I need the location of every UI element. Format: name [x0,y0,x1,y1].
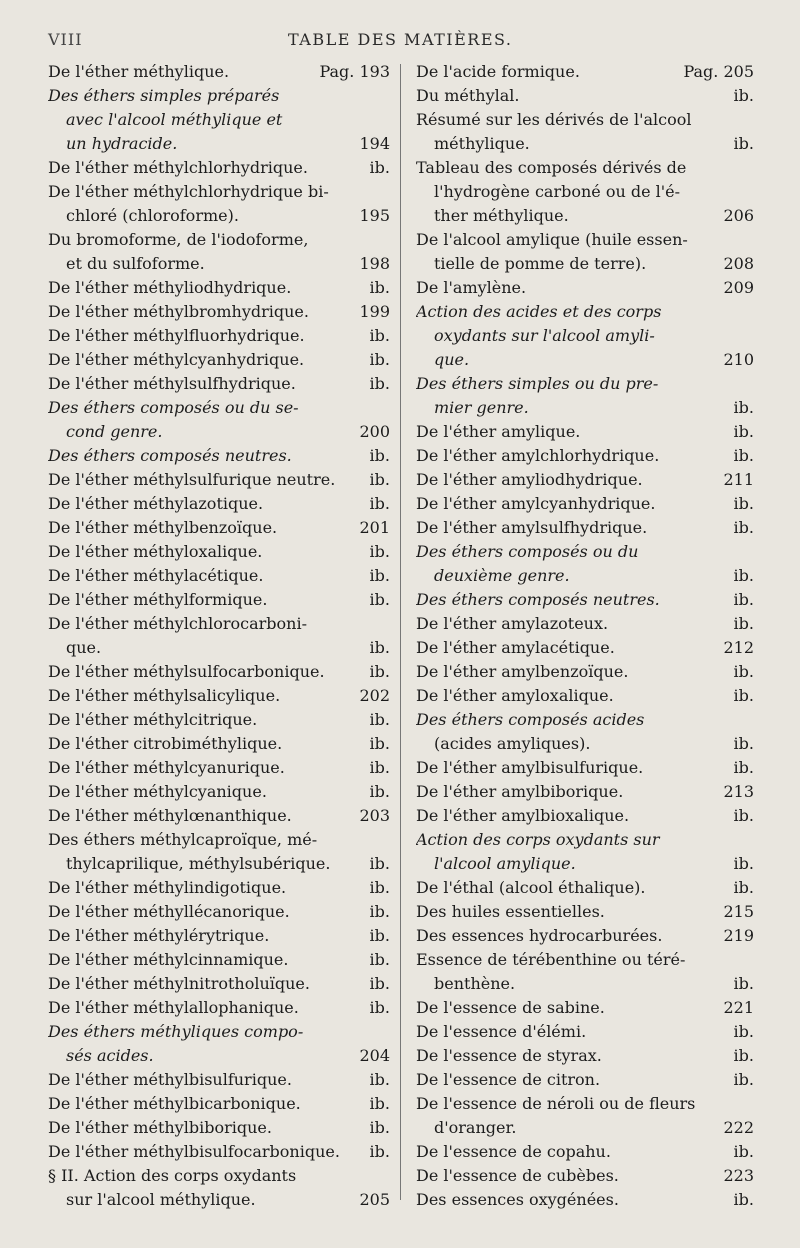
toc-entry [416,972,754,996]
toc-entry-title: De l'éther méthylsalicylique. [48,686,281,705]
toc-entry [48,420,390,444]
toc-entry [416,1140,754,1164]
toc-entry-title: De l'éther méthylcyanurique. [48,758,285,777]
toc-entry-title: De l'éther méthylbenzoïque. [48,518,278,537]
toc-entry-title: avec l'alcool méthylique et [66,110,283,129]
toc-entry-title: De l'essence de sabine. [416,998,605,1017]
toc-entry-title: Des éthers simples ou du pre- [416,374,659,393]
toc-entry-title: De l'éther amyloxalique. [416,686,614,705]
toc-entry-page: ib. [369,1094,390,1113]
toc-entry-page: ib. [369,590,390,609]
toc-entry-title: De l'éther amylchlorhydrique. [416,446,660,465]
toc-entry [416,516,754,540]
toc-entry-title: De l'alcool amylique (huile essen- [416,230,688,249]
toc-entry-page: ib. [369,998,390,1017]
toc-entry [416,612,754,636]
toc-entry-page: 209 [723,278,754,297]
toc-entry-title: De l'amylène. [416,278,527,297]
toc-entry-title: Des éthers composés neutres. [48,446,292,465]
toc-entry-title: De l'éther méthylchlorocarboni- [48,614,307,633]
toc-entry [416,996,754,1020]
toc-entry-title: De l'éther méthylallophanique. [48,998,299,1017]
toc-entry [416,204,754,228]
toc-entry-title: De l'éther méthylique. [48,62,230,81]
toc-column-right [416,60,754,1212]
toc-entry-page: ib. [733,86,754,105]
toc-entry-title: De l'éther amylbisulfurique. [416,758,644,777]
toc-entry-title: méthylique. [434,134,530,153]
toc-entry-page: ib. [733,1142,754,1161]
toc-entry-title: De l'éther méthylcyanhydrique. [48,350,305,369]
toc-entry [416,324,754,348]
toc-entry [416,876,754,900]
toc-entry-page: ib. [733,1022,754,1041]
toc-entry-title: De l'essence de copahu. [416,1142,611,1161]
toc-entry [416,1044,754,1068]
toc-entry-title: Des éthers composés ou du se- [48,398,299,417]
toc-entry [416,60,754,84]
toc-entry [416,156,754,180]
toc-entry-title: De l'éther amylbiborique. [416,782,624,801]
toc-entry [48,1164,390,1188]
toc-entry [416,108,754,132]
toc-entry-page: 210 [723,350,754,369]
toc-entry [48,756,390,780]
toc-entry-page: ib. [733,1046,754,1065]
toc-entry [416,684,754,708]
toc-entry-title: Des éthers méthyliques compo- [48,1022,304,1041]
toc-entry [48,852,390,876]
toc-entry-page: ib. [733,878,754,897]
toc-entry-title: De l'éther amylique. [416,422,581,441]
toc-entry-title: De l'éther méthylindigotique. [48,878,287,897]
toc-entry-title: § II. Action des corps oxydants [48,1166,297,1185]
toc-entry-page: ib. [369,950,390,969]
toc-entry-title: De l'éther méthylsulfhydrique. [48,374,296,393]
toc-entry-title: et du sulfoforme. [66,254,205,273]
toc-entry [416,420,754,444]
toc-entry-title: deuxième genre. [434,566,570,585]
toc-entry-title: De l'éther méthylchlorhydrique bi- [48,182,329,201]
toc-entry [416,1164,754,1188]
toc-entry-title: De l'éther amylsulfhydrique. [416,518,648,537]
toc-entry [416,564,754,588]
toc-entry-page: ib. [369,926,390,945]
toc-entry-page: 219 [723,926,754,945]
toc-entry [48,1140,390,1164]
toc-entry [48,708,390,732]
toc-entry-page: ib. [369,326,390,345]
toc-entry [48,492,390,516]
toc-entry-title: De l'éther méthylsulfurique neutre. [48,470,336,489]
toc-entry-page: ib. [369,278,390,297]
toc-entry [416,732,754,756]
toc-entry-title: De l'éther méthylacétique. [48,566,264,585]
toc-entry [416,588,754,612]
toc-entry-page: 221 [723,998,754,1017]
toc-entry [48,204,390,228]
toc-entry-title: De l'éther méthylcinnamique. [48,950,289,969]
toc-entry-title: Des éthers méthylcaproïque, mé- [48,830,318,849]
page-number: VIII [48,30,83,49]
toc-entry [48,876,390,900]
toc-entry-title: De l'éther méthylformique. [48,590,268,609]
toc-entry [416,228,754,252]
toc-entry [48,348,390,372]
toc-entry-page: ib. [369,158,390,177]
toc-entry-page: ib. [733,1070,754,1089]
toc-entry-page: ib. [733,758,754,777]
toc-entry-title: Des essences hydrocarburées. [416,926,663,945]
toc-entry [416,252,754,276]
toc-entry-title: Du méthylal. [416,86,520,105]
toc-entry-title: De l'éther amylacétique. [416,638,615,657]
toc-entry-title: De l'éther méthyllécanorique. [48,902,290,921]
page-header [48,30,752,56]
toc-entry [416,636,754,660]
toc-entry-title: Action des corps oxydants sur [416,830,660,849]
toc-entry [48,60,390,84]
toc-entry-page: ib. [369,710,390,729]
toc-entry-page: 195 [359,206,390,225]
toc-entry-page: ib. [733,566,754,585]
toc-entry-title: Action des acides et des corps [416,302,662,321]
toc-entry-title: De l'éther méthyloxalique. [48,542,263,561]
toc-entry [416,924,754,948]
toc-entry-title: que. [434,350,470,369]
toc-entry-title: De l'éther méthylfluorhydrique. [48,326,305,345]
toc-entry-page: ib. [369,902,390,921]
toc-entry [48,588,390,612]
toc-entry [48,300,390,324]
toc-entry [48,612,390,636]
toc-entry-title: De l'éther méthylœnanthique. [48,806,292,825]
toc-entry-title: De l'éther méthylsulfocarbonique. [48,662,325,681]
toc-entry-page: 198 [359,254,390,273]
running-title: TABLE DES MATIÈRES. [288,30,513,49]
toc-entry-title: l'hydrogène carboné ou de l'é- [434,182,681,201]
toc-entry-page: ib. [733,662,754,681]
toc-entry-page: ib. [369,470,390,489]
toc-entry-title: mier genre. [434,398,529,417]
toc-entry [48,732,390,756]
toc-entry [416,1020,754,1044]
toc-entry-page: ib. [733,974,754,993]
toc-entry-title: sés acides. [66,1046,154,1065]
toc-entry [48,468,390,492]
toc-entry [416,468,754,492]
toc-entry-title: Des essences oxygénées. [416,1190,619,1209]
toc-entry [416,804,754,828]
toc-entry-page: Pag. 205 [683,62,754,81]
toc-entry [416,1092,754,1116]
toc-entry-title: De l'éther méthylcitrique. [48,710,258,729]
toc-entry [48,396,390,420]
toc-entry-title: benthène. [434,974,516,993]
column-divider [400,64,401,1200]
toc-entry-page: ib. [733,854,754,873]
toc-entry [48,804,390,828]
toc-entry [48,156,390,180]
toc-entry-title: l'alcool amylique. [434,854,576,873]
toc-entry-title: De l'éther méthylbisulfocarbonique. [48,1142,340,1161]
toc-entry-page: ib. [369,542,390,561]
toc-entry-page: ib. [369,566,390,585]
toc-entry-page: 202 [359,686,390,705]
toc-entry [48,1092,390,1116]
toc-entry-page: ib. [369,878,390,897]
toc-entry-title: De l'essence de néroli ou de fleurs [416,1094,696,1113]
toc-entry-page: ib. [369,1070,390,1089]
toc-entry-title: thylcaprilique, méthylsubérique. [66,854,331,873]
toc-entry [48,516,390,540]
toc-entry [416,660,754,684]
toc-entry-title: chloré (chloroforme). [66,206,239,225]
toc-entry [48,84,390,108]
toc-entry-title: De l'éther méthylbisulfurique. [48,1070,292,1089]
toc-entry [416,1116,754,1140]
toc-entry-title: Tableau des composés dérivés de [416,158,687,177]
toc-entry-page: 201 [359,518,390,537]
toc-entry-page: ib. [733,1190,754,1209]
toc-entry-title: sur l'alcool méthylique. [66,1190,256,1209]
toc-entry-title: De l'éther méthylbiborique. [48,1118,272,1137]
toc-entry-page: 194 [359,134,390,153]
toc-entry-page: ib. [369,638,390,657]
toc-entry [416,300,754,324]
toc-entry-title: Des éthers composés neutres. [416,590,660,609]
toc-entry-title: un hydracide. [66,134,178,153]
toc-entry-page: ib. [733,446,754,465]
toc-entry-page: ib. [733,134,754,153]
toc-entry-page: ib. [733,398,754,417]
toc-entry [416,84,754,108]
toc-entry-title: Des huiles essentielles. [416,902,605,921]
toc-entry [48,1116,390,1140]
toc-entry [48,1188,390,1212]
toc-entry-page: ib. [369,758,390,777]
toc-entry [416,180,754,204]
toc-entry-page: 213 [723,782,754,801]
toc-entry-page: 199 [359,302,390,321]
toc-entry-page: ib. [369,734,390,753]
toc-entry [48,324,390,348]
toc-entry [48,540,390,564]
toc-entry [416,540,754,564]
toc-entry [48,372,390,396]
toc-entry-page: ib. [733,590,754,609]
toc-entry [416,852,754,876]
toc-entry [416,948,754,972]
toc-entry [416,900,754,924]
toc-entry-page: 203 [359,806,390,825]
toc-entry-title: De l'éther méthylbromhydrique. [48,302,309,321]
toc-entry-title: Essence de térébenthine ou téré- [416,950,686,969]
toc-entry-title: De l'éther amylazoteux. [416,614,609,633]
toc-entry-page: ib. [733,686,754,705]
toc-entry-page: 212 [723,638,754,657]
toc-entry-page: ib. [733,806,754,825]
toc-entry-page: ib. [369,1142,390,1161]
toc-entry-page: ib. [733,494,754,513]
toc-entry-title: ther méthylique. [434,206,569,225]
toc-entry-page: ib. [369,974,390,993]
toc-entry-title: De l'essence de citron. [416,1070,601,1089]
toc-entry-title: De l'éther méthylchlorhydrique. [48,158,308,177]
toc-entry-title: De l'éther amylcyanhydrique. [416,494,656,513]
toc-entry-title: De l'éther méthylérytrique. [48,926,270,945]
toc-entry-page: ib. [733,614,754,633]
toc-entry-title: De l'éther citrobiméthylique. [48,734,283,753]
toc-entry [48,1020,390,1044]
toc-entry [48,252,390,276]
toc-entry [48,684,390,708]
toc-entry [48,948,390,972]
toc-entry-title: De l'éther méthyliodhydrique. [48,278,292,297]
toc-entry [416,828,754,852]
toc-entry-page: ib. [369,374,390,393]
toc-entry [48,828,390,852]
toc-entry [48,636,390,660]
toc-entry-title: Des éthers composés acides [416,710,645,729]
toc-entry [416,708,754,732]
toc-entry-page: ib. [369,494,390,513]
toc-entry-page: 222 [723,1118,754,1137]
toc-entry-title: De l'éther amyliodhydrique. [416,470,643,489]
toc-entry [48,996,390,1020]
toc-entry-page: ib. [369,350,390,369]
toc-entry-title: Du bromoforme, de l'iodoforme, [48,230,309,249]
toc-entry [416,348,754,372]
toc-entry-title: De l'éther méthylbicarbonique. [48,1094,301,1113]
toc-entry-title: De l'éther méthylcyanique. [48,782,267,801]
toc-entry-page: 205 [359,1190,390,1209]
toc-entry [48,564,390,588]
toc-entry-title: De l'éther amylbenzoïque. [416,662,629,681]
toc-entry [416,780,754,804]
toc-entry-title: (acides amyliques). [434,734,591,753]
toc-entry-page: ib. [369,446,390,465]
toc-entry [48,1044,390,1068]
toc-entry-page: 200 [359,422,390,441]
toc-entry [48,972,390,996]
toc-entry [416,276,754,300]
toc-entry-title: De l'acide formique. [416,62,580,81]
toc-entry-title: Résumé sur les dérivés de l'alcool [416,110,692,129]
toc-entry-page: ib. [733,422,754,441]
toc-entry-title: De l'essence de styrax. [416,1046,602,1065]
toc-entry [416,1068,754,1092]
toc-entry [48,180,390,204]
toc-entry [48,228,390,252]
toc-entry-title: De l'essence de cubèbes. [416,1166,619,1185]
toc-entry-page: 204 [359,1046,390,1065]
toc-entry [48,444,390,468]
toc-entry [416,372,754,396]
toc-entry-page: 211 [723,470,754,489]
toc-entry [416,756,754,780]
toc-entry-title: tielle de pomme de terre). [434,254,647,273]
toc-entry-title: d'oranger. [434,1118,517,1137]
toc-entry [48,276,390,300]
toc-entry-page: 208 [723,254,754,273]
toc-entry-page: 206 [723,206,754,225]
toc-entry-page: ib. [733,734,754,753]
toc-entry-page: Pag. 193 [319,62,390,81]
toc-entry-page: ib. [369,662,390,681]
toc-entry [416,396,754,420]
toc-entry-page: ib. [369,782,390,801]
toc-entry-title: cond genre. [66,422,163,441]
toc-entry [48,660,390,684]
toc-entry-title: De l'éther amylbioxalique. [416,806,630,825]
toc-entry-page: ib. [369,854,390,873]
toc-entry-page: 215 [723,902,754,921]
toc-entry [416,1188,754,1212]
toc-entry-title: De l'éther méthylazotique. [48,494,264,513]
toc-entry-page: ib. [733,518,754,537]
toc-entry [416,132,754,156]
toc-entry [48,132,390,156]
toc-entry-title: De l'éthal (alcool éthalique). [416,878,646,897]
toc-entry [48,1068,390,1092]
toc-entry [416,444,754,468]
toc-entry-page: 223 [723,1166,754,1185]
toc-column-left [48,60,390,1212]
toc-entry [416,492,754,516]
toc-entry [48,924,390,948]
toc-entry-title: De l'éther méthylnitrotholuïque. [48,974,310,993]
toc-entry [48,108,390,132]
toc-entry-title: Des éthers composés ou du [416,542,639,561]
toc-entry [48,900,390,924]
toc-entry-title: Des éthers simples préparés [48,86,280,105]
toc-entry-title: oxydants sur l'alcool amyli- [434,326,655,345]
toc-entry-title: que. [66,638,102,657]
toc-entry [48,780,390,804]
toc-entry-page: ib. [369,1118,390,1137]
toc-entry-title: De l'essence d'élémi. [416,1022,587,1041]
